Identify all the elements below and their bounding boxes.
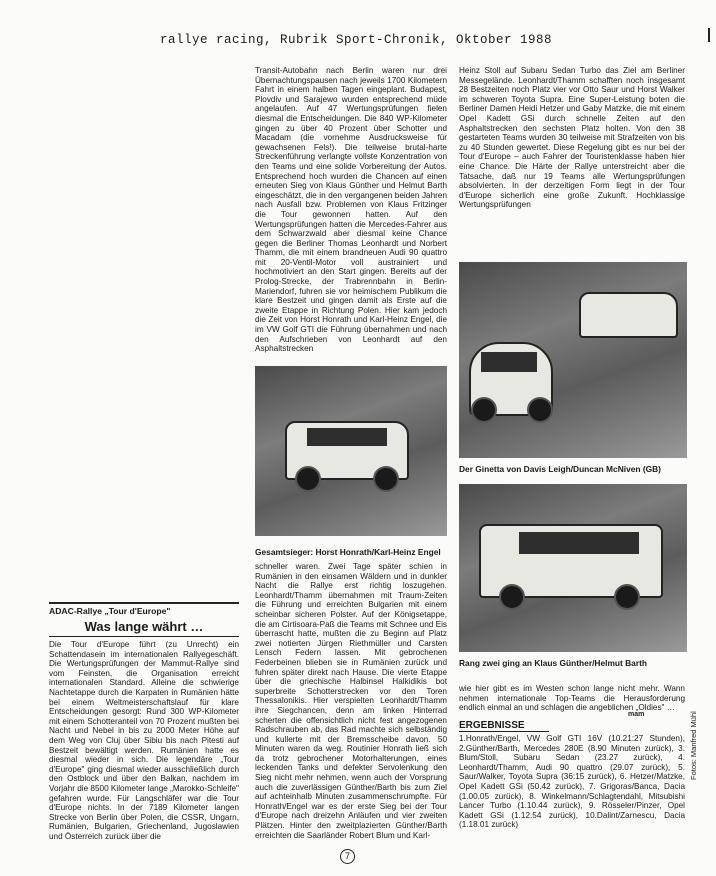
article-headline: Was lange währt … bbox=[49, 619, 239, 637]
car-wheel bbox=[373, 466, 399, 492]
car-wheel bbox=[614, 584, 640, 610]
car-wheel bbox=[295, 466, 321, 492]
article-text: Die Tour d'Europe führt (zu Unrecht) ein Schattendasein im internationalen Rallyegeschäft. Die Wertungsprüfungen der Mammut-Rallye sind vom Feinsten, die Organisation erreicht internationalen Standard. Alleine die schwierige Nachtetappe durch die Karpaten in Rumänien hätte bei einem Weltmeisterschaftslauf für klare Entscheidungen gesorgt: Rund 300 WP-Kilometer mit einem Schotteranteil von 70 Prozent mußten bei Nacht und Nebel in bis zu 2000 Meter Höhe auf dem Weg von Cluj über Sibiu bis nach Pitesti auf Bestzeit bewältigt werden. Rumänien hatte es diesmal wieder in sich. Die legendäre „Tour d'Europe" ging diesmal wieder ausschließlich durch den Ostblock und über den Balkan, nachdem im Vorjahr die 8500 Kilometer lange „Marokko-Schleife" gefahren wurde. Für Langschläfer war die Tour d'Europe nichts. In der 7189 Kilometer langen Strecke von Berlin über Polen, die CSSR, Ungarn, Rumänien, Bulgarien, Griechenland, Jugoslawien und Österreich zurück über die bbox=[49, 640, 239, 841]
photo-ginetta bbox=[459, 262, 687, 458]
results-title: ERGEBNISSE bbox=[459, 720, 549, 732]
article-column-2-continued bbox=[255, 562, 447, 840]
article-column-2 bbox=[255, 66, 447, 354]
results-list: 1.Honrath/Engel, VW Golf GTI 16V (10.21:27 Stunden), 2.Günther/Barth, Mercedes 280E (8.90 Minuten zurück), 3. Blum/Stoll, Subaru Sedan (23.27 zurück), 4. Leonhardt/Thamm, Audi 90 quattro (29.07 zurück), 5. Saur/Walker, Toyota Supra (36:15 zurück), 6. Hetzer/Matzke, Opel Kadett GSi (50.42 zurück), 7. Grigoras/Banca, Dacia (1.00.05 zurück), 8. Winkelmann/Schlagtendahl, Mitsubishi Lancer Turbo (1.10.44 zurück), 9. Rösseler/Pinzer, Opel Kadett GSi (1.12.54 zurück), 10.Dalint/Zarnescu, Dacia (1.18.01 zurück) bbox=[459, 734, 685, 830]
article-column-1 bbox=[49, 640, 239, 841]
car-wheel bbox=[499, 584, 525, 610]
article-column-3 bbox=[459, 66, 685, 210]
author-signature: mam bbox=[628, 711, 645, 718]
car-windows bbox=[481, 352, 537, 372]
article-text: schneller waren. Zwei Tage später schien in Rumänien in den einsamen Wäldern und in dunkler Nacht die Rallye erst richtig loszugehen. Leonhardt/Thamm übernahmen mit Traum-Zeiten die Führung und erreichten Bulgarien mit einem scheinbar sicheren Polster. Auf der Königsetappe, die am Cirtisoara-Paß die Teams mit Schnee und Eis überrascht hatte, mußten die zu Beginn auf Platz zwei notierten Jürgen Riethmüller und Carsten Lensch Federn lassen. Mit gebrochenen Federbeinen blieben sie in Rumänien zurück und fuhren später direkt nach Hause. Die vierte Etappe über die griechische Halbinsel Halkidikis bot superbreite Schotterstrecken vor den Toren Thessalonikis. Hier verspielten Leonhardt/Thamm ihre Siegchancen, denn am linken Hinterrad scherten die offensichtlich nicht fest angezogenen Radschrauben ab, das Rad machte sich selbständig und kullerte mit der Bremsscheibe davon. 50 Minuten waren da weg. Routinier Honrath ließ sich da trotz gebrochener Motorhalterungen, eines leckenden Tanks und defekter Servolenkung den Sieg nicht mehr nehmen, wenn auch der Vorsprung auch die zuverlässigen Günther/Barth bis zum Ziel auf achteinhalb Minuten zusammenschrumpfte. Für Honrath/Engel war es der erste Sieg bei der Tour d'Europe nach dreizehn Anläufen und vier zweiten Plätzen. Hinter den zweitplazierten Günther/Barth erreichten die Saarländer Robert Blum und Karl- bbox=[255, 562, 447, 840]
article-kicker: ADAC-Rallye „Tour d'Europe" bbox=[49, 606, 171, 616]
edge-mark bbox=[708, 28, 710, 42]
page-number: 7 bbox=[340, 849, 355, 864]
photo-caption: Rang zwei ging an Klaus Günther/Helmut Barth bbox=[459, 658, 647, 668]
page-header: rallye racing, Rubrik Sport-Chronik, Oktober 1988 bbox=[160, 33, 553, 47]
car-body bbox=[579, 292, 678, 338]
car-windows bbox=[519, 532, 639, 554]
photo-winner-car bbox=[255, 366, 447, 536]
photo-mercedes bbox=[459, 484, 687, 652]
photo-caption: Gesamtsieger: Horst Honrath/Karl-Heinz Engel bbox=[255, 547, 441, 557]
article-column-3-continued bbox=[459, 684, 685, 713]
photo-caption: Der Ginetta von Davis Leigh/Duncan McNiven (GB) bbox=[459, 464, 661, 474]
article-text: Heinz Stoll auf Subaru Sedan Turbo das Ziel am Berliner Messegelände. Leonhardt/Thamm schafften noch insgesamt 28 Bestzeiten noch Platz vier vor Otto Saur und Horst Walker im schweren Toyota Supra. Eine Super-Leistung boten die Berliner Damen Heidi Hetzer und Gaby Matzke, die mit einem Opel Kadett GSi durch schnelle Zeiten auf den Asphaltstrecken den sechsten Platz holten. Von den 38 gestarteten Teams wurden 30 teilweise mit Strafzeiten von bis zu 40 Stunden gewertet. Diese Regelung gibt es nur bei der Tour d'Europe – auch Fahrer der Touristenklasse haben hier eine Chance. Die Härte der Rallye unterstreicht aber die Tatsache, daß nur 19 Teams alle Wertungsprüfungen absolvierten. In der derzeitigen Form liegt in der Tour d'Europe sicherlich eine große Zukunft. Hochklassige Wertungsprüfungen bbox=[459, 66, 685, 210]
photo-credit: Fotos: Manfred Mühl bbox=[689, 711, 698, 780]
car-wheel bbox=[471, 397, 497, 423]
car-wheel bbox=[527, 397, 553, 423]
car-windows bbox=[307, 428, 387, 446]
article-text: Transit-Autobahn nach Berlin waren nur drei Übernachtungspausen nach jeweils 1700 Kilometern Fahrt in einem halben Tagen eingeplant. Budapest, Plovdiv und Sarajewo wurden entsprechend müde angelaufen. Auf 47 Wertungsprüfungen fielen diesmal die Entscheidungen. Die 840 WP-Kilometer gingen zu über 40 Prozent über Schotter und Macadam (die vornehme Ausdrucksweise für gewachsenen Fels!). Die teilweise brutal-harte Streckenführung verlangte vollste Konzentration von den Teams und eine solide Vorbereitung der Autos. Entsprechend hoch wurden die Chancen auf einen erneuten Sieg von Klaus Günther und Helmut Barth eingeschätzt, die in den vergangenen beiden Jahren nach Ausfall bzw. Problemen von Klaus Fritzinger die Tour gewonnen hatten. Auf den Wertungsprüfungen hatten die Mercedes-Fahrer aus dem Schwarzwald aber diesmal keine Chance gegen die Berliner Thomas Leonhardt und Norbert Thamm, die mit einem brandneuen Audi 90 quattro mit 20-Ventil-Motor voll austrainiert und hochmotiviert an den Start gingen. Bereits auf der Prolog-Strecke, der Trabrennbahn in Berlin-Mariendorf, fuhren sie vor heimischem Publikum die klare Bestzeit und gingen damit als Erste auf die zweite Etappe in Richtung Polen. Hier kam jedoch die Zeit von Horst Honrath und Karl-Heinz Engel, die im VW Golf GTI die Führung übernahmen und nach den Aufschrieben von Leonhardt auf den Asphaltstrecken bbox=[255, 66, 447, 354]
headline-rule bbox=[49, 602, 239, 604]
article-text: wie hier gibt es im Westen schon lange nicht mehr. Wann nehmen internationale Top-Teams die Herausforderung endlich einmal an und schlagen die angeblichen „Oldies" … bbox=[459, 684, 685, 713]
bleed-through bbox=[455, 52, 655, 62]
